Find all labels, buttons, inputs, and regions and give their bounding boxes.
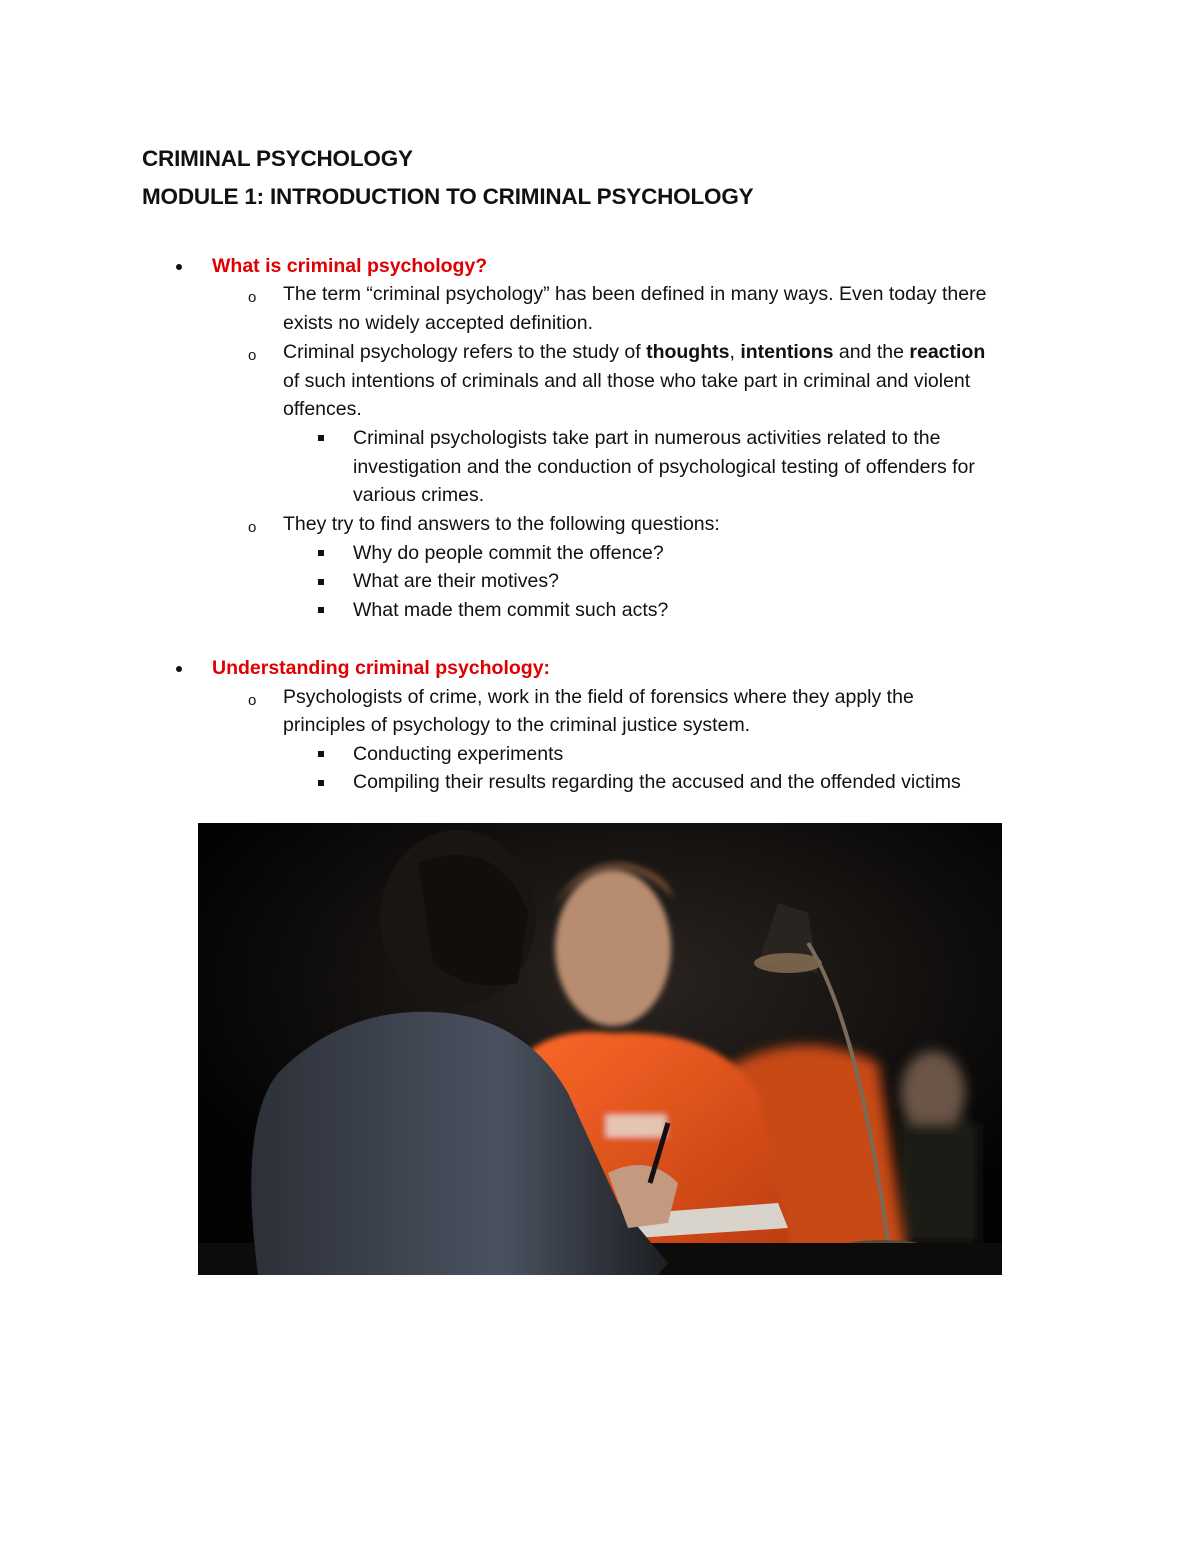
list-item: Conducting experiments (353, 743, 564, 765)
section-heading-what-is: What is criminal psychology? (212, 255, 488, 277)
bullet-circle-icon: o (248, 692, 257, 709)
paragraph-line: offences. (283, 398, 362, 420)
list-item: What are their motives? (353, 570, 559, 592)
bullet-square-icon (318, 435, 324, 441)
interrogation-photo-icon (198, 823, 1002, 1275)
list-item: What made them commit such acts? (353, 599, 669, 621)
bullet-circle-icon: o (248, 519, 257, 536)
paragraph-line: principles of psychology to the criminal justice system. (283, 714, 751, 736)
bullet-square-icon (318, 780, 324, 786)
bullet-square-icon (318, 579, 324, 585)
paragraph-line: The term “criminal psychology” has been defined in many ways. Even today there (283, 283, 987, 305)
paragraph-line: Criminal psychologists take part in numerous activities related to the (353, 427, 941, 449)
list-item: Why do people commit the offence? (353, 542, 664, 564)
section-heading-understanding: Understanding criminal psychology: (212, 657, 551, 679)
bullet-disc-icon (176, 666, 182, 672)
bullet-square-icon (318, 550, 324, 556)
module-title: MODULE 1: INTRODUCTION TO CRIMINAL PSYCHOLOGY (142, 184, 754, 209)
bullet-circle-icon: o (248, 289, 257, 306)
bullet-square-icon (318, 607, 324, 613)
bullet-disc-icon (176, 264, 182, 270)
paragraph-line: investigation and the conduction of psychological testing of offenders for (353, 456, 975, 478)
paragraph-line: exists no widely accepted definition. (283, 312, 594, 334)
paragraph-line: various crimes. (353, 484, 485, 506)
paragraph-line: Criminal psychology refers to the study of thoughts, intentions and the reaction (283, 341, 986, 363)
bullet-square-icon (318, 751, 324, 757)
paragraph-line: of such intentions of criminals and all those who take part in criminal and violent (283, 370, 971, 392)
paragraph-line: Psychologists of crime, work in the field of forensics where they apply the (283, 686, 914, 708)
course-title: CRIMINAL PSYCHOLOGY (142, 146, 413, 171)
bullet-circle-icon: o (248, 347, 257, 364)
list-item: Compiling their results regarding the accused and the offended victims (353, 771, 961, 793)
paragraph-line: They try to find answers to the following questions: (283, 513, 720, 535)
